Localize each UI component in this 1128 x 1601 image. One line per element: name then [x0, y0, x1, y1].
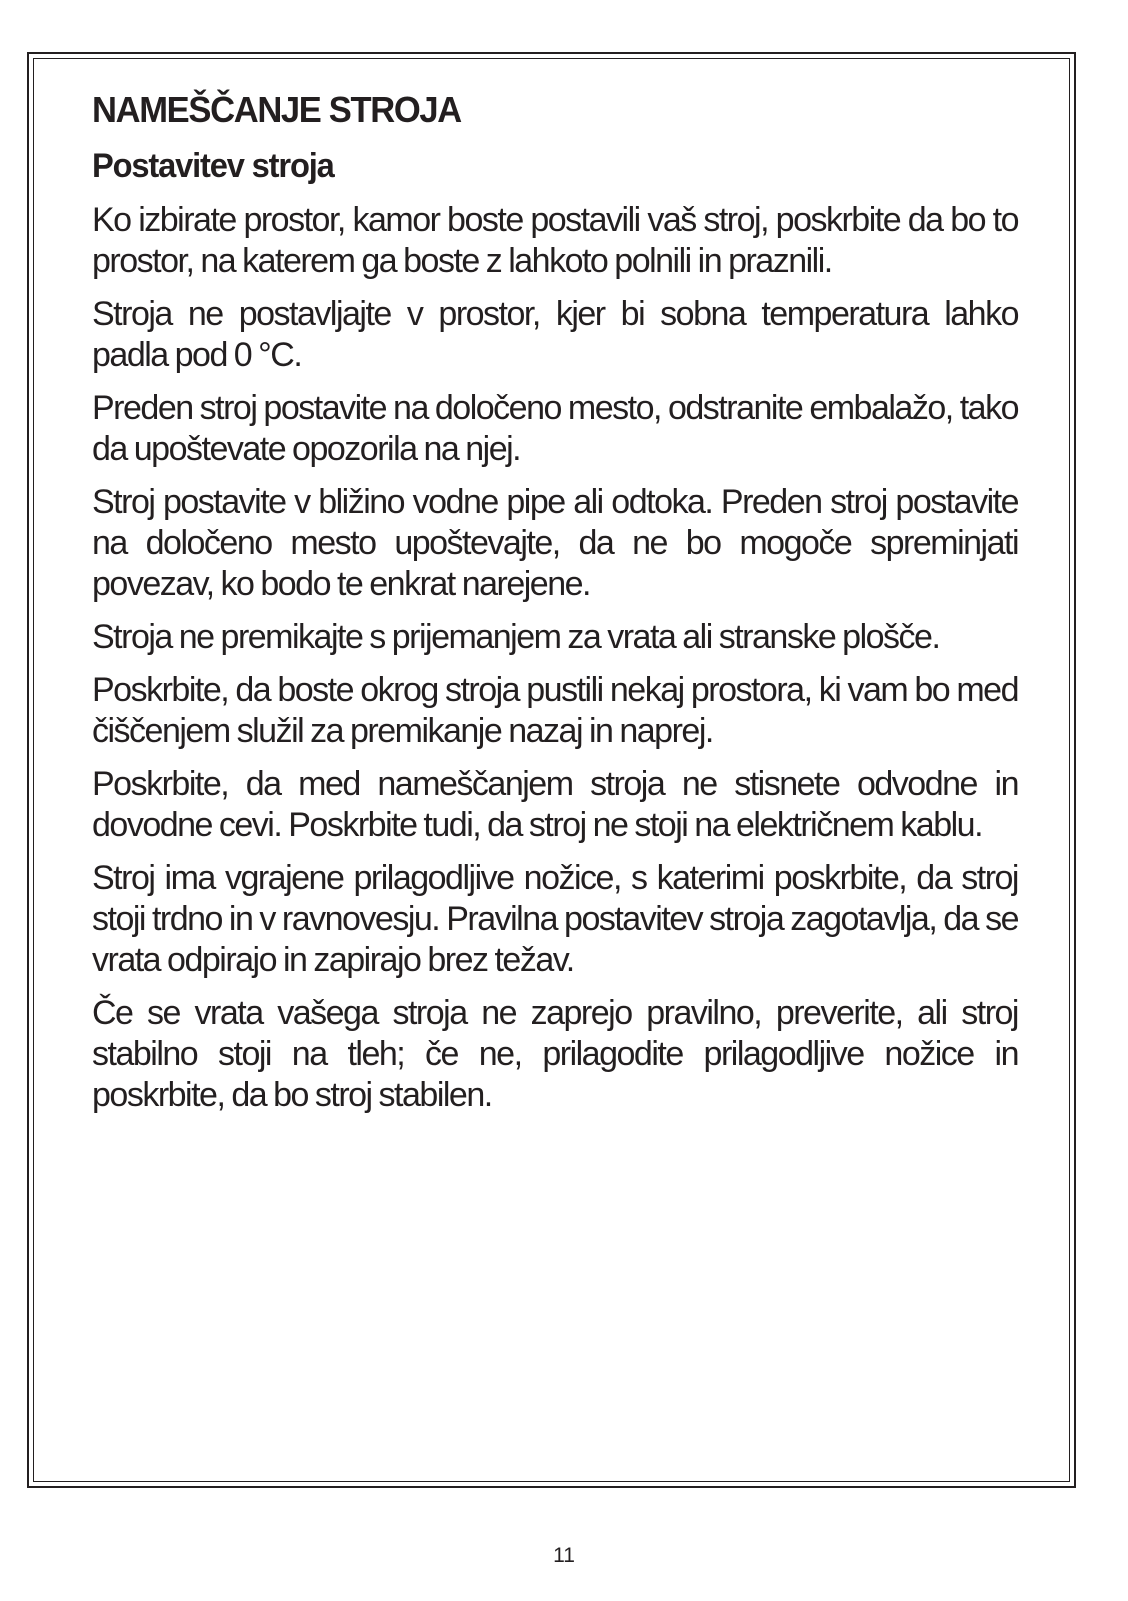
- paragraph-door-check: Če se vrata vašega stroja ne zaprejo pravilno, preverite, ali stroj stabilno stoji na tleh; če ne, prilagodite prilagodljive nožice in poskrbite, da bo stroj stabilen.: [92, 994, 1018, 1114]
- section-subtitle: Postavitev stroja: [92, 147, 334, 185]
- paragraph-space-around: Poskrbite, da boste okrog stroja pustili nekaj prostora, ki vam bo med čiščenjem služil za premikanje nazaj in naprej.: [92, 671, 1018, 750]
- paragraph-moving: Stroja ne premikajte s prijemanjem za vrata ali stranske plošče.: [92, 618, 940, 656]
- section-title: NAMEŠČANJE STROJA: [92, 89, 461, 130]
- paragraph-water-tap: Stroj postavite v bližino vodne pipe ali odtoka. Preden stroj postavite na določeno mesto upoštevajte, da ne bo mogoče spreminjati povezav, ko bodo te enkrat narejene.: [92, 483, 1018, 603]
- paragraph-location: Ko izbirate prostor, kamor boste postavili vaš stroj, poskrbite da bo to prostor, na katerem ga boste z lahkoto polnili in praznili.: [92, 201, 1018, 280]
- page-content: [92, 86, 1018, 1116]
- paragraph-adjustable-feet: Stroj ima vgrajene prilagodljive nožice, s katerimi poskrbite, da stroj stoji trdno in v ravnovesju. Pravilna postavitev stroja zagotavlja, da se vrata odpirajo in zapirajo brez težav.: [92, 859, 1018, 979]
- paragraph-packaging: Preden stroj postavite na določeno mesto, odstranite embalažo, tako da upoštevate opozorila na njej.: [92, 389, 1018, 468]
- paragraph-temperature: Stroja ne postavljajte v prostor, kjer bi sobna temperatura lahko padla pod 0 °C.: [92, 295, 1018, 374]
- paragraph-hoses: Poskrbite, da med nameščanjem stroja ne stisnete odvodne in dovodne cevi. Poskrbite tudi, da stroj ne stoji na električnem kablu.: [92, 765, 1018, 844]
- page-number: 11: [553, 1544, 575, 1567]
